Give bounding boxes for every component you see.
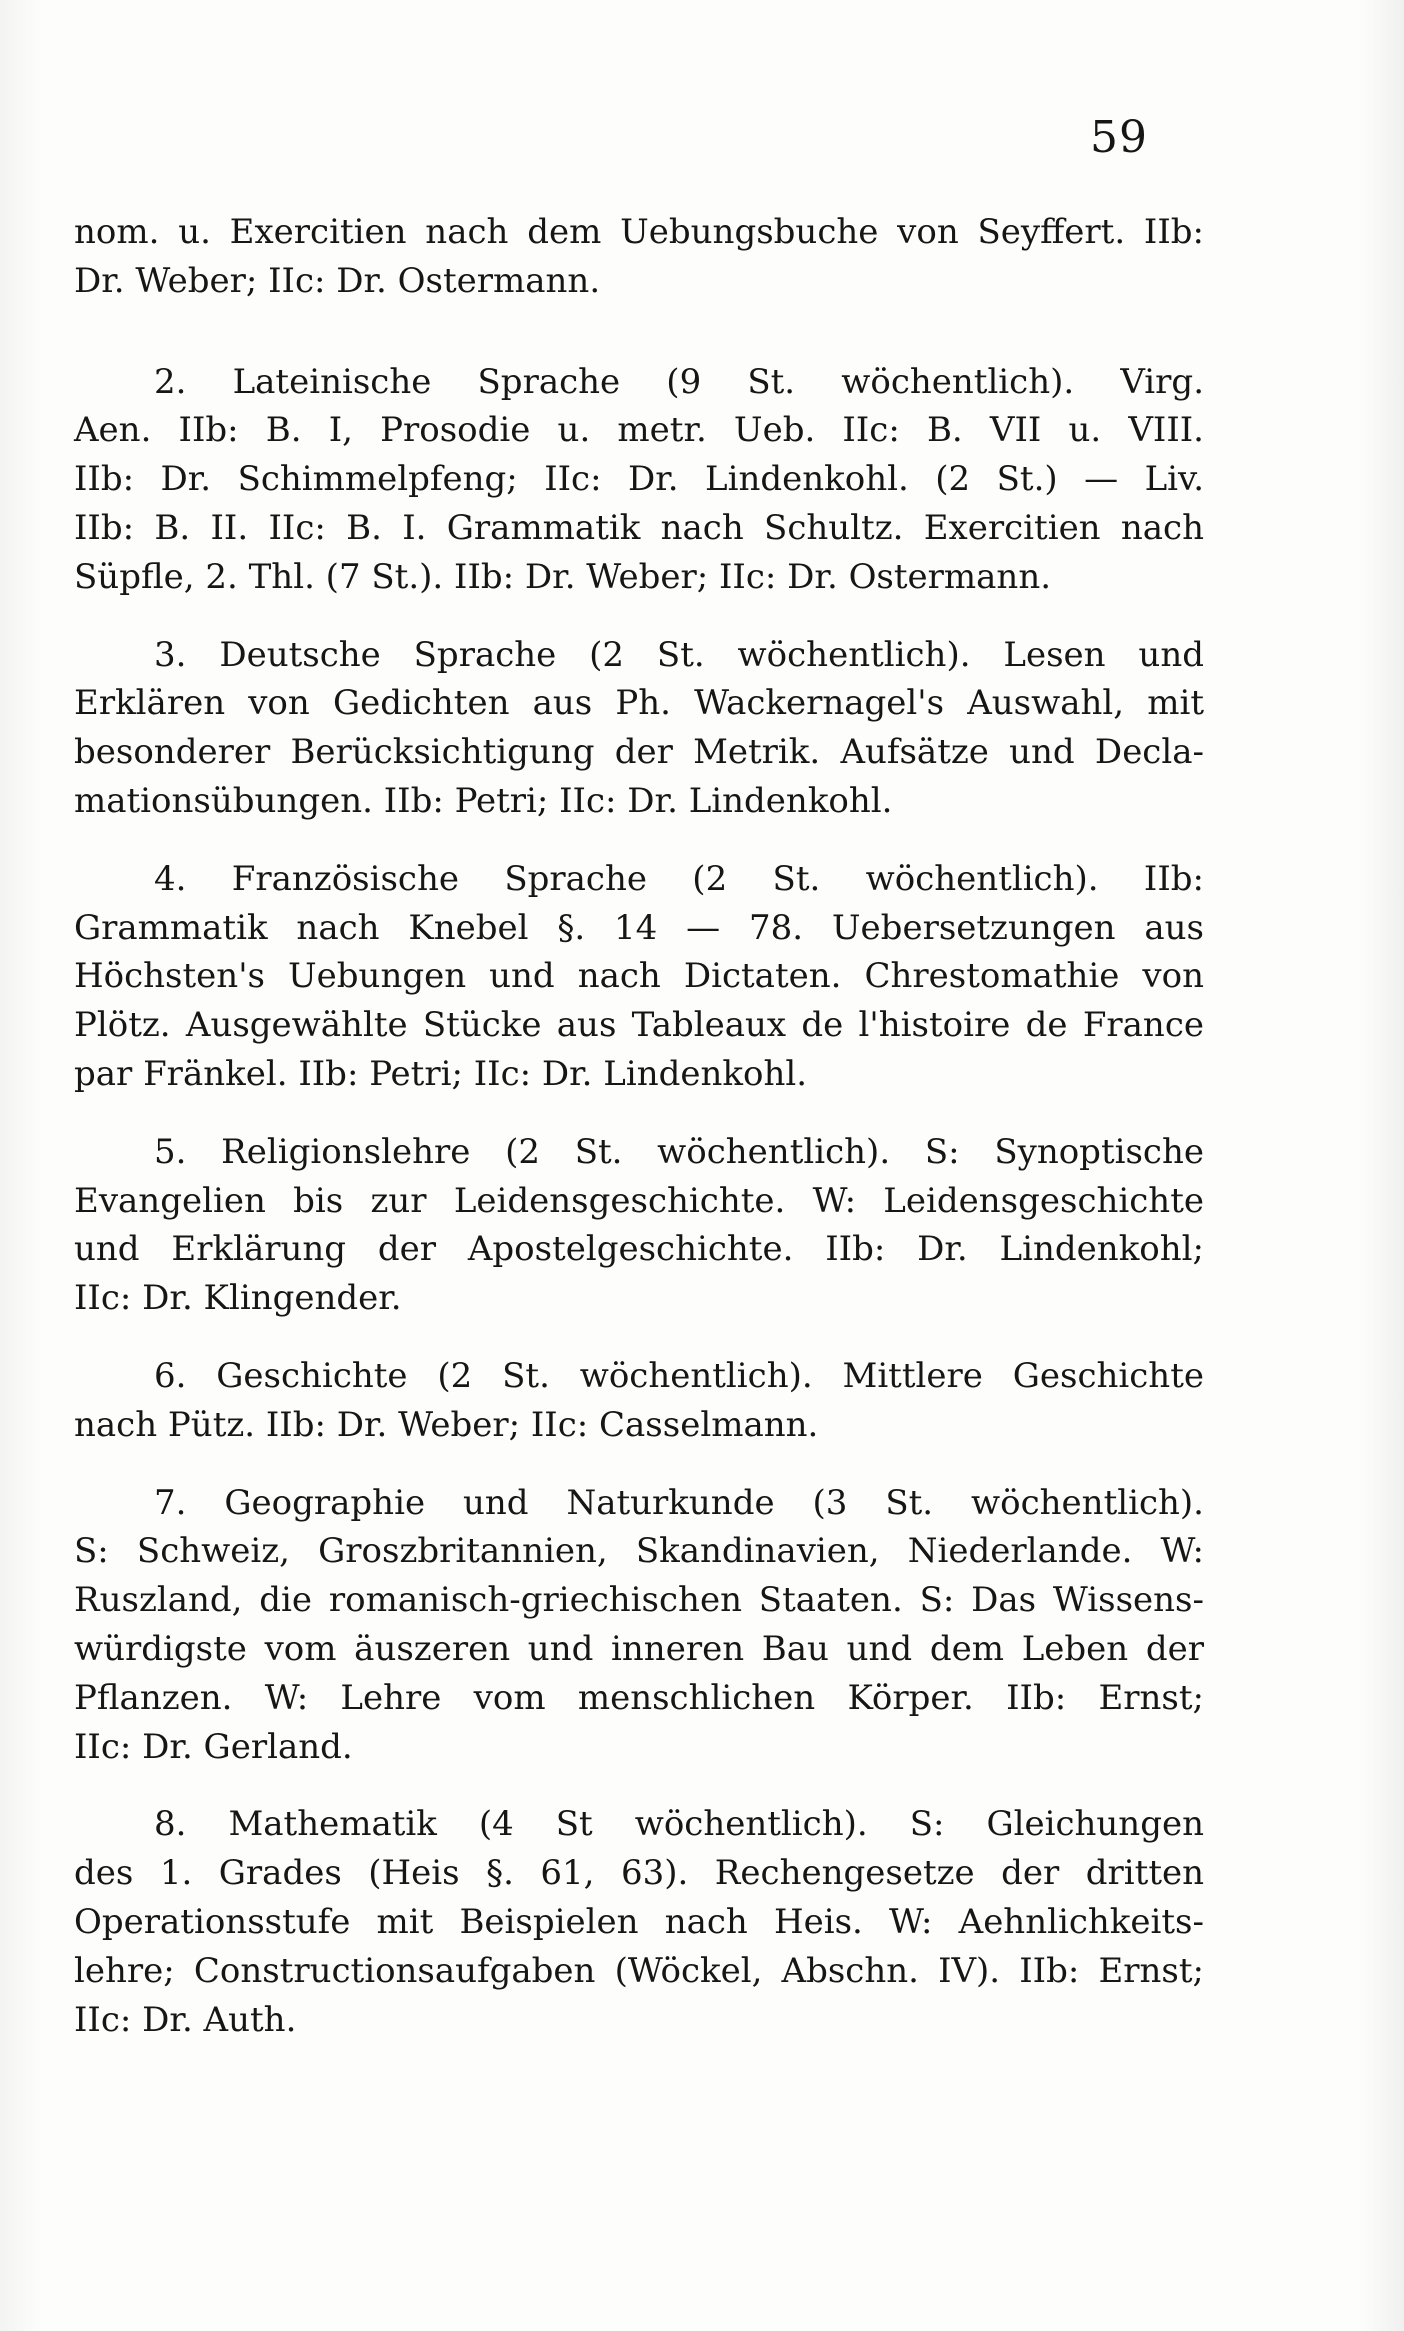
paragraph-german xyxy=(74,631,1204,826)
text-line: IIc: Dr. Auth. xyxy=(74,1999,297,2040)
section-heading-line: 2. Lateinische Sprache (9 St. wöchentlich). Virg. xyxy=(154,361,1204,402)
page-number: 59 xyxy=(1090,112,1148,163)
text-line: mationsübungen. IIb: Petri; IIc: Dr. Lindenkohl. xyxy=(74,780,893,821)
text-line: S: Schweiz, Groszbritannien, Skandinavien, Niederlande. W: xyxy=(74,1531,1204,1572)
text-line: Ruszland, die romanisch-griechischen Staaten. S: Das Wissens- xyxy=(74,1580,1204,1621)
page-text xyxy=(74,208,1204,2073)
text-line: besonderer Berücksichtigung der Metrik. Aufsätze und Decla- xyxy=(74,732,1204,773)
text-line: nach Pütz. IIb: Dr. Weber; IIc: Casselmann. xyxy=(74,1404,819,1445)
text-line: Erklären von Gedichten aus Ph. Wackernagel's Auswahl, mit xyxy=(74,683,1204,724)
text-line: IIc: Dr. Gerland. xyxy=(74,1726,353,1767)
text-line: Dr. Weber; IIc: Dr. Ostermann. xyxy=(74,260,601,301)
text-line: des 1. Grades (Heis §. 61, 63). Rechengesetze der dritten xyxy=(74,1853,1204,1894)
section-heading-line: 8. Mathematik (4 St wöchentlich). S: Gleichungen xyxy=(154,1804,1204,1845)
paragraph-religion xyxy=(74,1128,1204,1323)
text-line: Evangelien bis zur Leidensgeschichte. W: Leidensgeschichte xyxy=(74,1180,1204,1221)
paragraph-french xyxy=(74,855,1204,1099)
section-heading-line: 4. Französische Sprache (2 St. wöchentlich). IIb: xyxy=(154,858,1204,899)
paragraph-history xyxy=(74,1352,1204,1450)
section-heading-line: 5. Religionslehre (2 St. wöchentlich). S: Synoptische xyxy=(154,1131,1204,1172)
text-line: lehre; Constructionsaufgaben (Wöckel, Abschn. IV). IIb: Ernst; xyxy=(74,1950,1204,1991)
text-line: Operationsstufe mit Beispielen nach Heis. W: Aehnlichkeits- xyxy=(74,1901,1204,1942)
text-line: Pflanzen. W: Lehre vom menschlichen Körper. IIb: Ernst; xyxy=(74,1677,1204,1718)
section-heading-line: 3. Deutsche Sprache (2 St. wöchentlich). Lesen und xyxy=(154,634,1204,675)
paragraph-latin xyxy=(74,358,1204,602)
text-line: Plötz. Ausgewählte Stücke aus Tableaux de l'histoire de France xyxy=(74,1005,1204,1046)
paragraph-geography xyxy=(74,1479,1204,1772)
text-line: Grammatik nach Knebel §. 14 — 78. Uebersetzungen aus xyxy=(74,907,1204,948)
text-line: par Fränkel. IIb: Petri; IIc: Dr. Lindenkohl. xyxy=(74,1053,808,1094)
text-line: IIb: B. II. IIc: B. I. Grammatik nach Schultz. Exercitien nach xyxy=(74,507,1204,548)
text-line: Höchsten's Uebungen und nach Dictaten. Chrestomathie von xyxy=(74,956,1204,997)
text-line: nom. u. Exercitien nach dem Uebungsbuche von Seyffert. IIb: xyxy=(74,212,1204,252)
text-line: und Erklärung der Apostelgeschichte. IIb: Dr. Lindenkohl; xyxy=(74,1229,1204,1270)
text-line: Süpfle, 2. Thl. (7 St.). IIb: Dr. Weber; IIc: Dr. Ostermann. xyxy=(74,556,1052,597)
text-line: IIc: Dr. Klingender. xyxy=(74,1278,402,1319)
paragraph-latin-continued xyxy=(74,208,1204,306)
text-line: IIb: Dr. Schimmelpfeng; IIc: Dr. Lindenkohl. (2 St.) — Liv. xyxy=(74,459,1204,500)
text-line: würdigste vom äuszeren und inneren Bau und dem Leben der xyxy=(74,1628,1204,1669)
section-heading-line: 6. Geschichte (2 St. wöchentlich). Mittlere Geschichte xyxy=(154,1355,1204,1396)
section-heading-line: 7. Geographie und Naturkunde (3 St. wöchentlich). xyxy=(154,1482,1204,1523)
text-line: Aen. IIb: B. I, Prosodie u. metr. Ueb. IIc: B. VII u. VIII. xyxy=(74,410,1204,451)
paragraph-mathematics xyxy=(74,1800,1204,2044)
